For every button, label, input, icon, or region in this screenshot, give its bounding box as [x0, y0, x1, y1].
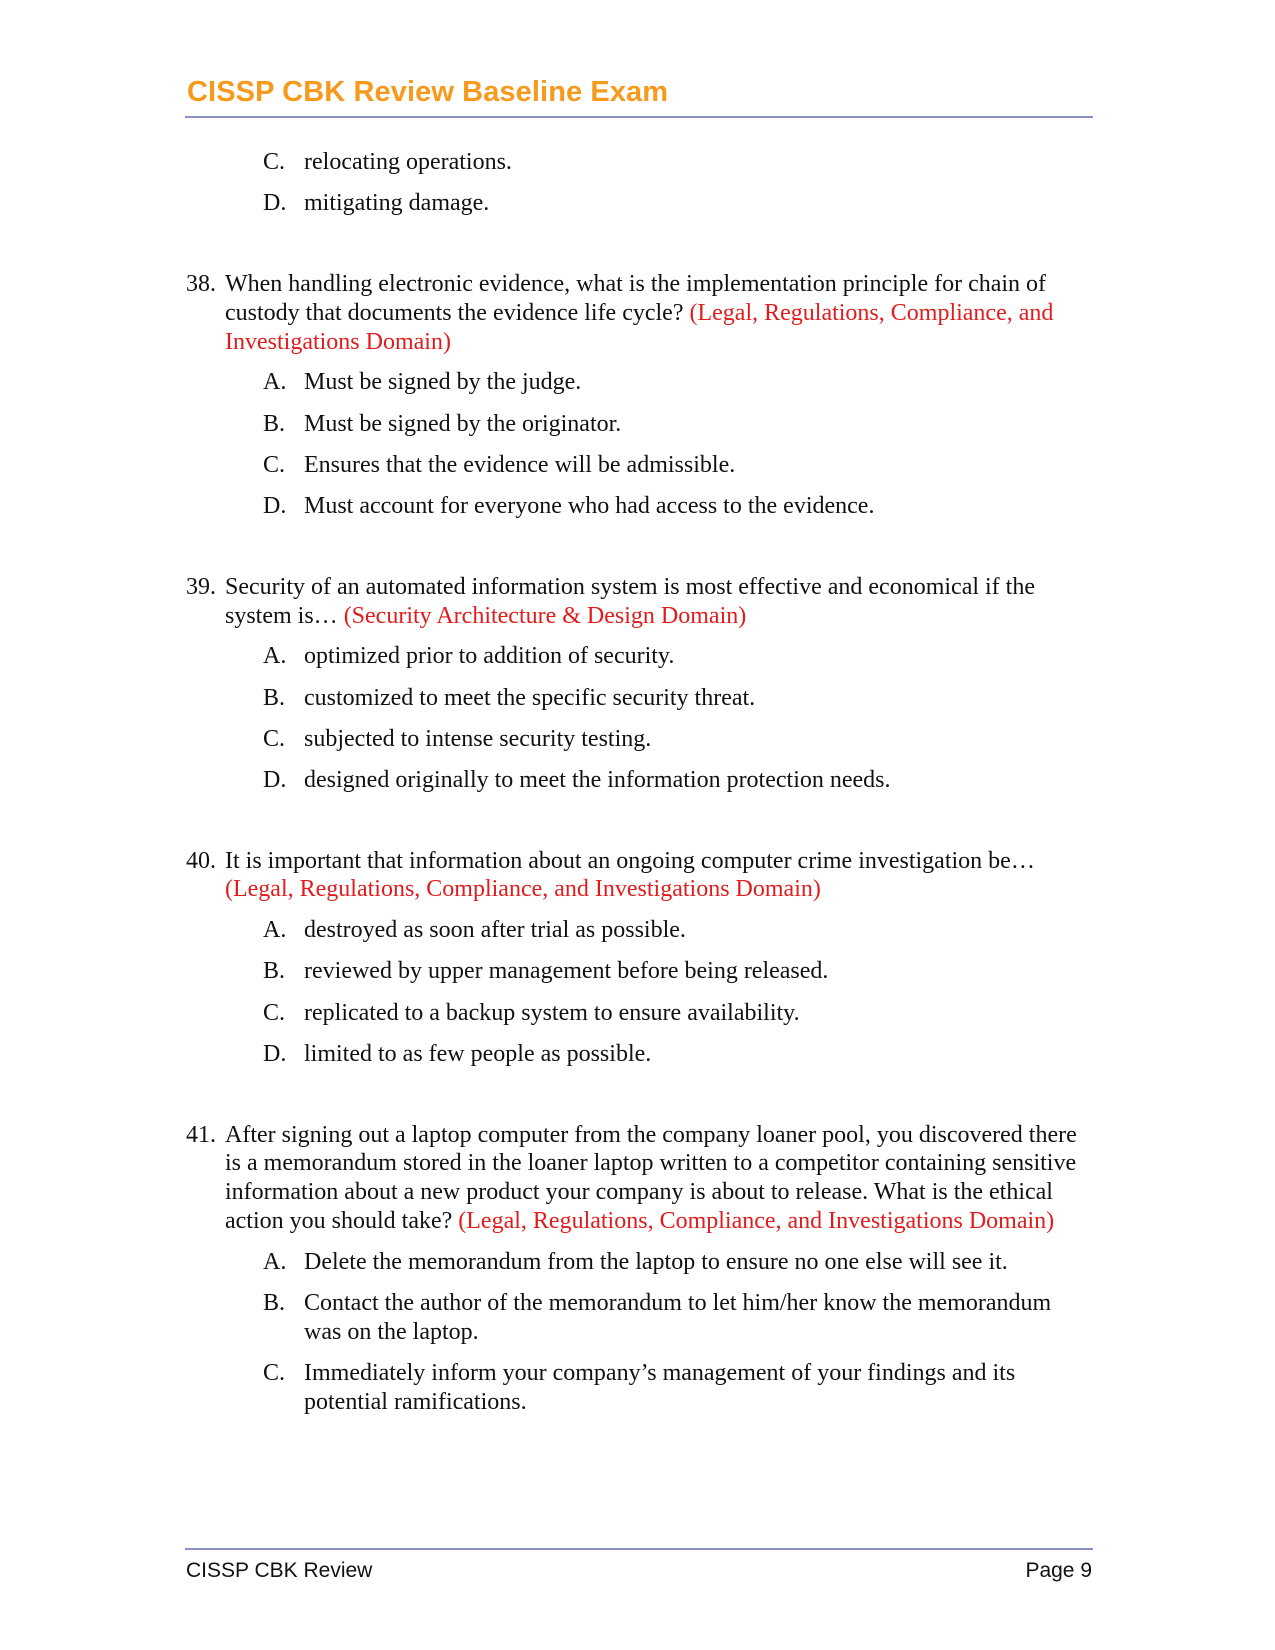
option-b [263, 957, 1092, 986]
option-c [263, 148, 1092, 177]
option-text: Immediately inform your company’s management of your findings and its potential ramifications. [304, 1360, 1016, 1415]
question-domain: (Legal, Regulations, Compliance, and Investigations Domain) [225, 299, 1054, 355]
option-text: limited to as few people as possible. [304, 1040, 652, 1067]
question-39 [186, 573, 1092, 795]
option-text: Contact the author of the memorandum to let him/her know the memorandum was on the laptop. [304, 1290, 1052, 1345]
option-letter: D. [263, 190, 287, 217]
option-c [263, 451, 1092, 480]
option-text: designed originally to meet the information protection needs. [304, 766, 891, 793]
question-number: 40. [186, 847, 216, 874]
question-stem [186, 270, 1092, 356]
question-text: When handling electronic evidence, what is the implementation principle for chain of custody that documents the evidence life cycle? [225, 270, 1047, 326]
option-letter: C. [263, 1360, 286, 1386]
option-text: mitigating damage. [304, 190, 490, 217]
option-letter: C. [263, 149, 286, 175]
option-letter: B. [263, 958, 286, 985]
option-a [263, 916, 1092, 945]
option-text: replicated to a backup system to ensure availability. [304, 999, 800, 1026]
answer-options [263, 642, 1092, 794]
question-40 [186, 847, 1092, 1069]
question-stem [186, 847, 1092, 905]
option-text: optimized prior to addition of security. [304, 643, 675, 670]
answer-options [263, 368, 1092, 520]
option-letter: B. [263, 684, 286, 711]
option-text: customized to meet the specific security threat. [304, 684, 756, 711]
carryover-options [186, 148, 1092, 218]
question-domain: (Legal, Regulations, Compliance, and Investigations Domain) [458, 1208, 1055, 1235]
option-text: destroyed as soon after trial as possible. [304, 917, 686, 944]
option-c [263, 999, 1092, 1028]
option-text: Ensures that the evidence will be admissible. [304, 451, 736, 478]
question-stem [186, 573, 1092, 631]
footer-document-name: CISSP CBK Review [186, 1559, 373, 1582]
option-letter: A. [263, 643, 287, 670]
question-domain: (Legal, Regulations, Compliance, and Investigations Domain) [225, 876, 821, 903]
question-text: After signing out a laptop computer from the company loaner pool, you discovered there is a memorandum stored in the loaner laptop written to a competitor containing sensitive information about a new product your company is about to release. What is the ethical action you should take? [225, 1121, 1077, 1235]
question-stem [186, 1121, 1092, 1236]
option-text: reviewed by upper management before being released. [304, 958, 829, 985]
option-b [263, 1289, 1092, 1347]
option-a [263, 368, 1092, 397]
option-letter: D. [263, 492, 287, 519]
question-38 [186, 270, 1092, 521]
option-d [263, 1040, 1092, 1069]
option-d [263, 492, 1092, 521]
option-c [263, 1359, 1092, 1417]
option-d [263, 766, 1092, 795]
option-letter: C. [263, 725, 286, 752]
option-letter: B. [263, 1290, 286, 1317]
question-text: It is important that information about an ongoing computer crime investigation be… [225, 847, 1035, 874]
option-a [263, 642, 1092, 671]
page-number: Page 9 [1025, 1559, 1092, 1582]
option-b [263, 410, 1092, 439]
option-letter: A. [263, 369, 287, 396]
option-a [263, 1248, 1092, 1277]
option-c [263, 725, 1092, 754]
question-number: 39. [186, 573, 216, 600]
option-text: relocating operations. [304, 149, 512, 175]
question-number: 41. [186, 1121, 216, 1148]
question-number: 38. [186, 270, 216, 297]
option-letter: B. [263, 410, 286, 437]
document-title: CISSP CBK Review Baseline Exam [187, 76, 669, 108]
option-letter: D. [263, 766, 287, 793]
page-header [185, 74, 1093, 118]
option-letter: C. [263, 451, 286, 478]
exam-content [186, 148, 1092, 1417]
option-letter: C. [263, 999, 286, 1026]
option-b [263, 684, 1092, 713]
option-text: Must account for everyone who had access to the evidence. [304, 492, 875, 519]
question-41 [186, 1121, 1092, 1417]
question-text: Security of an automated information system is most effective and economical if the system is… [225, 573, 1035, 629]
option-text: Must be signed by the originator. [304, 410, 622, 437]
option-text: Delete the memorandum from the laptop to ensure no one else will see it. [304, 1248, 1008, 1275]
option-letter: A. [263, 1248, 287, 1275]
page-footer [185, 1548, 1093, 1582]
option-letter: A. [263, 917, 287, 944]
answer-options [263, 1248, 1092, 1417]
answer-options [263, 916, 1092, 1068]
option-letter: D. [263, 1040, 287, 1067]
option-text: subjected to intense security testing. [304, 725, 652, 752]
option-text: Must be signed by the judge. [304, 369, 582, 396]
option-d [263, 189, 1092, 218]
question-domain: (Security Architecture & Design Domain) [343, 602, 747, 629]
